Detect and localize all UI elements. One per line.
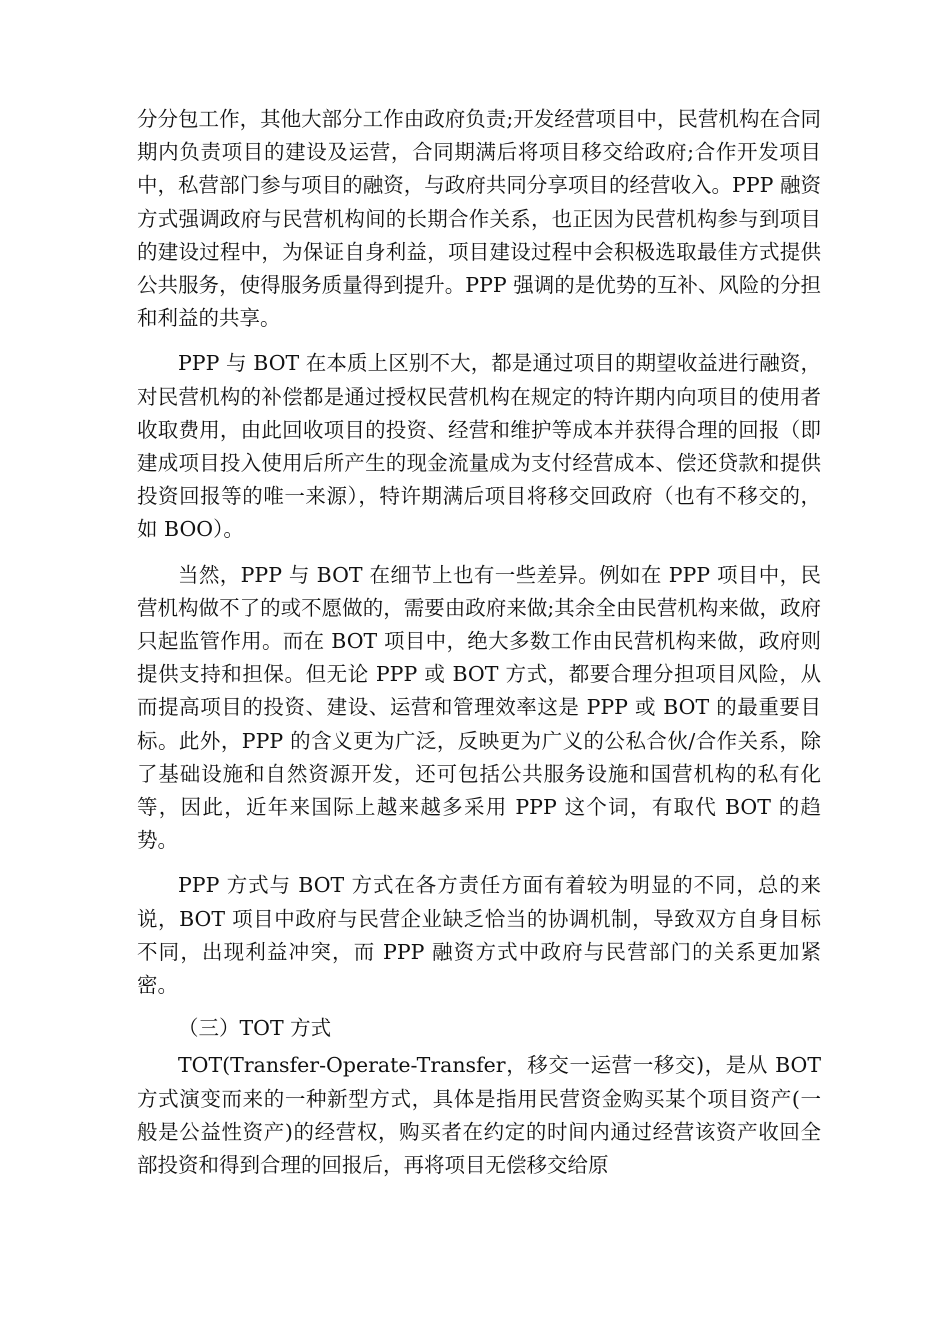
section-heading-tot: （三）TOT 方式: [178, 1016, 332, 1041]
paragraph-continued: 分分包工作，其他大部分工作由政府负责;开发经营项目中，民营机构在合同期内负责项目的建设及运营，合同期满后将项目移交给政府;合作开发项目中，私营部门参与项目的融资，与政府共同分享项目的经营收入。PPP 融资方式强调政府与民营机构间的长期合作关系，也正因为民营机构参与到项目的建设过程中，为保证自身利益，项目建设过程中会积极选取最佳方式提供公共服务，使得服务质量得到提升。PPP 强调的是优势的互补、风险的分担和利益的共享。: [137, 107, 821, 331]
paragraph-responsibilities: PPP 方式与 BOT 方式在各方责任方面有着较为明显的不同，总的来说，BOT 项目中政府与民营企业缺乏恰当的协调机制，导致双方自身目标不同，出现利益冲突，而 PPP 融资方式中政府与民营部门的关系更加紧密。: [137, 873, 821, 998]
document-page: [137, 103, 821, 1182]
paragraph-tot-definition: TOT(Transfer-Operate-Transfer，移交一运营一移交)，是从 BOT 方式演变而来的一种新型方式，具体是指用民营资金购买某个项目资产(一般是公益性资产)的经营权，购买者在约定的时间内通过经营该资产收回全部投资和得到合理的回报后，再将项目无偿移交给原: [137, 1053, 821, 1178]
paragraph-ppp-vs-bot: PPP 与 BOT 在本质上区别不大，都是通过项目的期望收益进行融资，对民营机构的补偿都是通过授权民营机构在规定的特许期内向项目的使用者收取费用，由此回收项目的投资、经营和维护等成本并获得合理的回报（即建成项目投入使用后所产生的现金流量成为支付经营成本、偿还贷款和提供投资回报等的唯一来源），特许期满后项目将移交回政府（也有不移交的，如 BOO）。: [137, 351, 821, 542]
paragraph-differences: 当然，PPP 与 BOT 在细节上也有一些差异。例如在 PPP 项目中，民营机构做不了的或不愿做的，需要由政府来做;其余全由民营机构来做，政府只起监管作用。而在 BOT 项目中，绝大多数工作由民营机构来做，政府则提供支持和担保。但无论 PPP 或 BOT 方式，都要合理分担项目风险，从而提高项目的投资、建设、运营和管理效率这是 PPP 或 BOT 的最重要目标。此外，PPP 的含义更为广泛，反映更为广义的公私合伙/合作关系，除了基础设施和自然资源开发，还可包括公共服务设施和国营机构的私有化等，因此，近年来国际上越来越多采用 PPP 这个词，有取代 BOT 的趋势。: [137, 562, 821, 853]
